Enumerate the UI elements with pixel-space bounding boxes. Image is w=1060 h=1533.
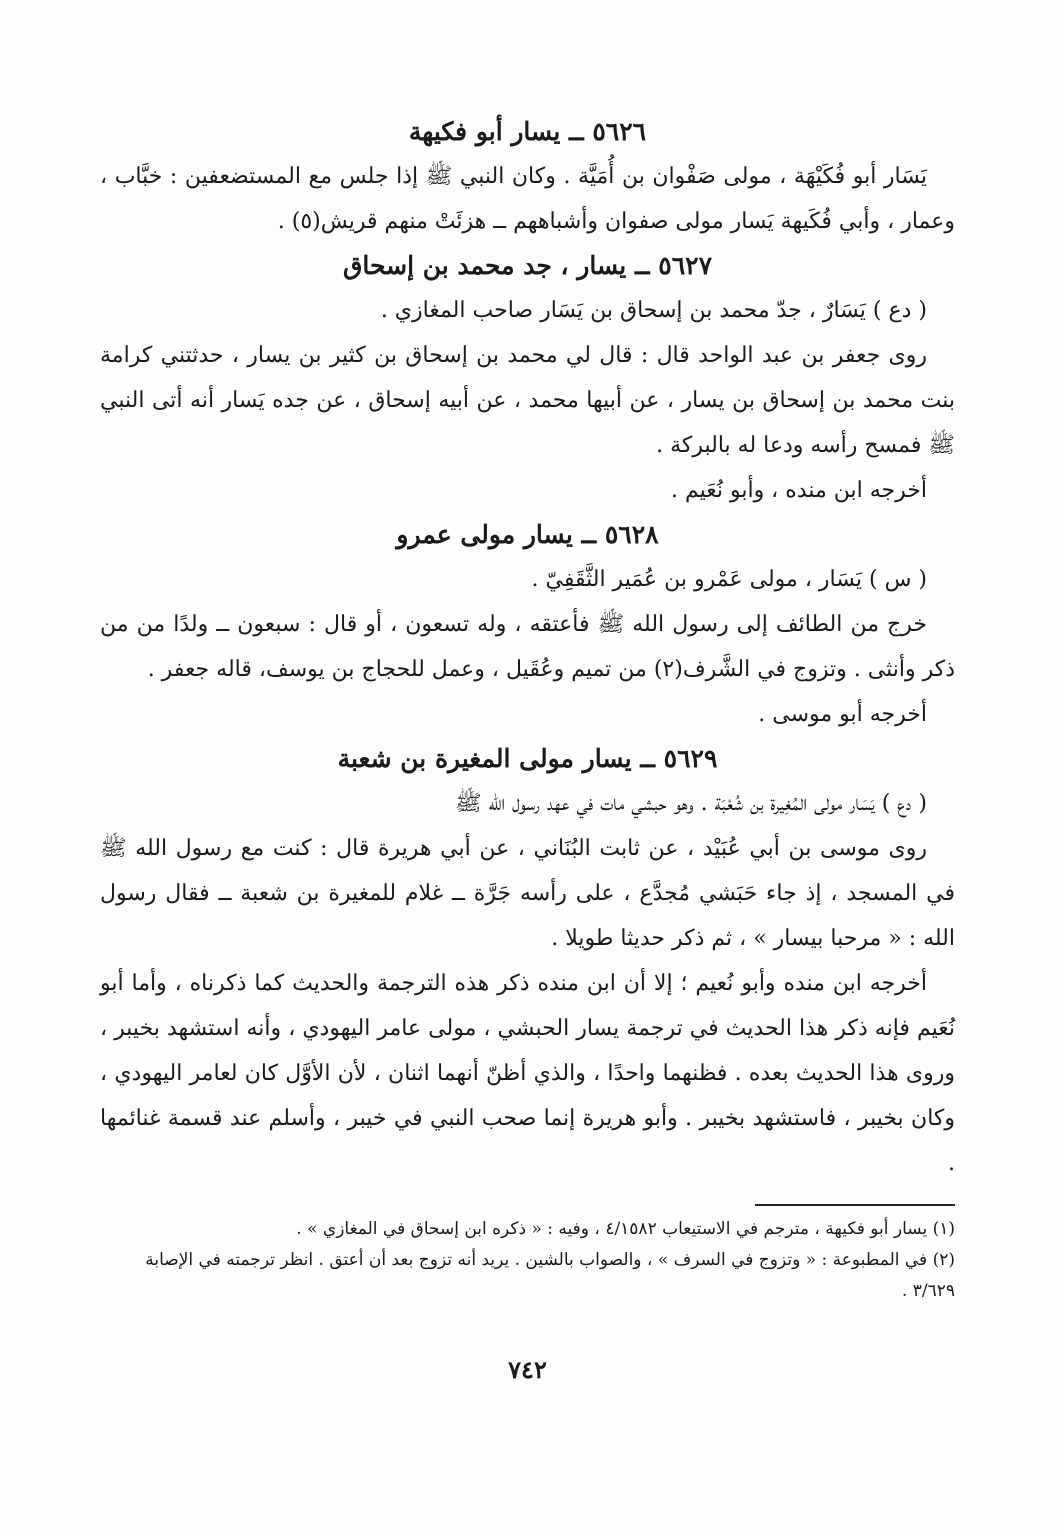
footnote-divider — [755, 1204, 955, 1206]
footnote: (٢) في المطبوعة : « وتزوج في السرف » ، والصواب بالشين . يريد أنه تزوج بعد أن أعتق . انظر ترجمته في الإصابة ٣/٦٢٩ . — [145, 1250, 955, 1301]
entry-paragraph: خرج من الطائف إلى رسول الله ﷺ فأعتقه ، وله تسعون ، أو قال : سبعون ــ ولدًا من من ذكر وأنثى . وتزوج في الشَّرف(٢) من تميم وعُقَيل ، وعمل للحجاج بن يوسف، قاله جعفر . — [100, 612, 955, 682]
entry-heading: ٥٦٢٩ ــ يسار مولى المغيرة بن شعبة — [337, 744, 718, 773]
entry-paragraph: ( دع ) يَسَار مولى المُغِيرة بن شُعْبَة . وهو حبشي مات في عهد رسول الله ﷺ — [455, 791, 927, 816]
footnotes — [100, 1214, 955, 1307]
entry-5628 — [100, 513, 955, 737]
entry-heading: ٥٦٢٧ ــ يسار ، جد محمد بن إسحاق — [342, 251, 713, 280]
entry-paragraph: أخرجه أبو موسى . — [758, 702, 927, 727]
entry-paragraph: ( س ) يَسَار ، مولى عَمْرو بن عُمَير الثَّقَفِيّ . — [531, 567, 927, 592]
entry-paragraph: روى موسى بن أبي عُبَيْد ، عن ثابت البُنَاني ، عن أبي هريرة قال : كنت مع رسول الله ﷺ في المسجد ، إذ جاء حَبَشي مُجدَّع ، على رأسه جَرَّة ــ غلام للمغيرة بن شعبة ــ فقال رسول الله : « مرحبا بيسار » ، ثم ذكر حديثا طويلا . — [100, 836, 955, 951]
page-number: ٧٤٢ — [508, 1355, 547, 1384]
entry-paragraph: روى جعفر بن عبد الواحد قال : قال لي محمد بن إسحاق بن كثير بن يسار ، حدثتني كرامة بنت محمد بن إسحاق بن يسار ، عن أبيها محمد ، عن أبيه إسحاق ، عن جده يَسار أنه أتى النبي ﷺ فمسح رأسه ودعا له بالبركة . — [100, 343, 955, 458]
entry-heading: ٥٦٢٨ ــ يسار مولى عمرو — [396, 520, 659, 549]
entry-heading: ٥٦٢٦ ــ يسار أبو فكيهة — [408, 117, 647, 146]
footnote: (١) يسار أبو فكيهة ، مترجم في الاستيعاب ٤/١٥٨٢ ، وفيه : « ذكره ابن إسحاق في المغازي » . — [296, 1219, 955, 1239]
entry-paragraph: يَسَار أبو فُكَيْهَة ، مولى صَفْوان بن أُمَيَّة . وكان النبي ﷺ إذا جلس مع المستضعفين : خبَّاب ، وعمار ، وأبي فُكَيهة يَسار مولى صفوان وأشباههم ــ هزئَتْ منهم قريش(٥) . — [100, 164, 955, 234]
entry-paragraph: أخرجه ابن منده وأبو نُعيم ؛ إلا أن ابن منده ذكر هذه الترجمة والحديث كما ذكرناه ، وأما أبو نُعَيم فإنه ذكر هذا الحديث في ترجمة يسار الحبشي ، مولى عامر اليهودي ، وأنه استشهد بخيبر ، وروى هذا الحديث بعده . فظنهما واحدًا ، والذي أظنّ أنهما اثنان ، لأن الأوَّل كان لعامر اليهودي ، وكان بخيبر ، فاستشهد بخيبر . وأبو هريرة إنما صحب النبي في خيبر ، وأسلم عند قسمة غنائمها . — [100, 971, 955, 1176]
entry-5626 — [100, 110, 955, 244]
entry-5627 — [100, 244, 955, 513]
entry-paragraph: ( دع ) يَسَارٌ ، جدّ محمد بن إسحاق بن يَسَار صاحب المغازي . — [380, 298, 927, 323]
entry-paragraph: أخرجه ابن منده ، وأبو نُعَيم . — [670, 478, 927, 503]
entry-5629 — [100, 737, 955, 1186]
